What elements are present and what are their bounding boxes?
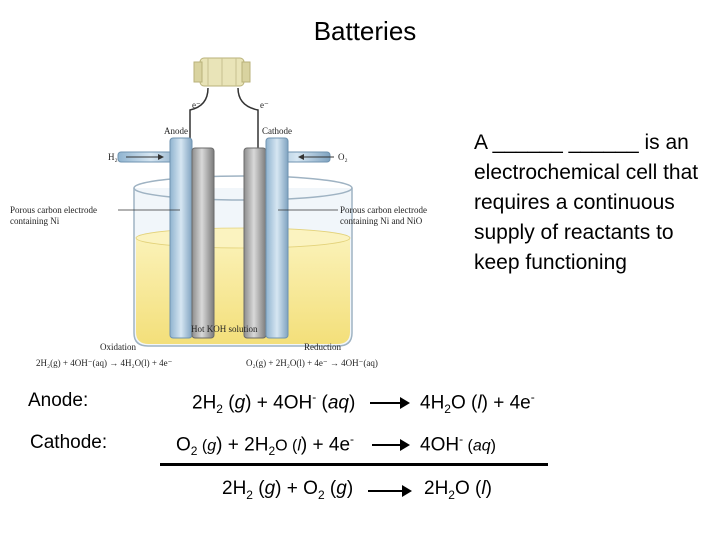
porous-left-line1: Porous carbon electrode [10, 205, 97, 215]
beaker [134, 176, 352, 346]
reduction-equation: O₂(g) + 2H₂O(l) + 4e⁻ → 4OH⁻(aq) [246, 358, 378, 368]
porous-right-line1: Porous carbon electrode [340, 205, 427, 215]
koh-label: Hot KOH solution [191, 324, 258, 334]
anode-arrow [370, 402, 408, 404]
overall-divider [160, 463, 548, 466]
fuel-cell-diagram [8, 48, 463, 378]
h2-label: H₂ [108, 152, 118, 162]
oxidation-equation: 2H₂(g) + 4OH⁻(aq) → 4H₂O(l) + 4e⁻ [36, 358, 173, 368]
anode-products: $4H_2O$ (l) + 4e- [420, 390, 535, 417]
cathode-reactants: $O_2$ $(g) + 2H_2O$ (l) + 4e- [176, 432, 355, 459]
fuel-cell-definition: A ______ ______ is an electrochemical cell that requires a continuous supply of reactants to keep functioning [474, 131, 699, 274]
o2-label: O₂ [338, 152, 348, 162]
motor-icon [194, 58, 250, 86]
electron-label-right: e⁻ [260, 100, 269, 110]
cathode-row-label: Cathode: [30, 432, 108, 453]
slide-title: Batteries [313, 16, 417, 46]
oxidation-label: Oxidation [100, 342, 136, 352]
anode-label: Anode [164, 126, 188, 136]
overall-reactants: $2H_2$ $(g) + O_2$ (g) [222, 478, 354, 502]
overall-products: $2H_2O$ (l) [424, 478, 492, 502]
porous-right-line2: containing Ni and NiO [340, 216, 423, 226]
electron-label-left: e⁻ [192, 100, 201, 110]
cathode-arrow [372, 444, 408, 446]
porous-left-line2: containing Ni [10, 216, 60, 226]
overall-arrow [368, 490, 410, 492]
anode-row-label: Anode: [28, 390, 89, 411]
cathode-products: 4OH- (aq) [420, 432, 496, 456]
reduction-label: Reduction [304, 342, 341, 352]
anode-reactants: $2H_2$ (g) + 4OH- (aq) [192, 390, 356, 417]
cathode-label: Cathode [262, 126, 292, 136]
